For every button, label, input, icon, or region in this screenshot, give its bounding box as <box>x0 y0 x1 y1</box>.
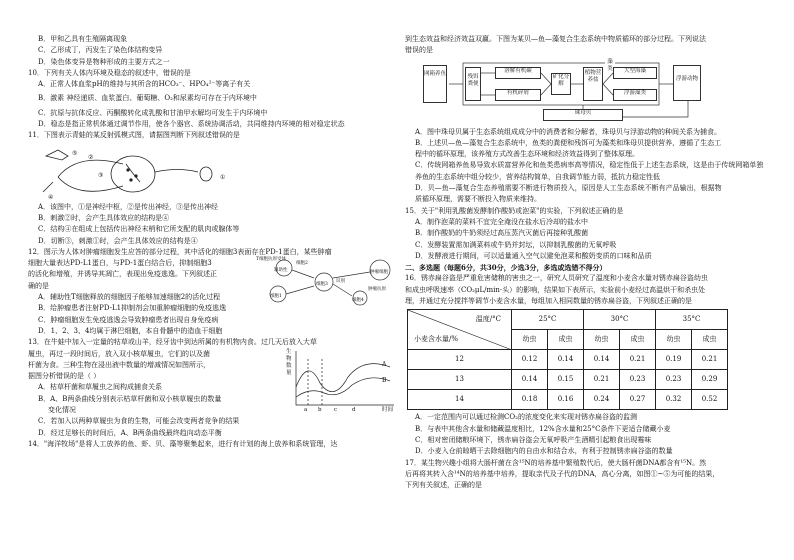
question-12-stem: 12．图示为人体对肿瘤细胞发生应答的部分过程，其中活化的细胞3表面存在PD-1蛋白，某些肿瘤 <box>28 247 332 256</box>
figure-label: 肿瘤抗原 <box>368 287 386 293</box>
option-line: D．1、2、3、4均属于淋巴细胞，本自骨髓中的造血干细胞 <box>38 326 223 335</box>
column-subheader: 幼虫 <box>656 330 692 350</box>
table-cell: 0.23 <box>620 370 656 390</box>
row-header: 13 <box>408 370 512 390</box>
option-line: B．上述贝—鱼—藻复合生态系统中，鱼类的粪便和残饵可为藻类和珠母贝提供营养，遵循了生态工 <box>415 138 722 147</box>
text-line: 据图分析错误的是（ ） <box>28 372 101 381</box>
column-header: 25°C <box>512 310 584 330</box>
axis-label: 生物数量 <box>286 348 292 376</box>
table-cell: 0.16 <box>548 390 584 410</box>
option-line: A．正常人体血浆pH的维持与其所含的HCO₃⁻、HPO₄²⁻等离子有关 <box>38 80 251 89</box>
option-line: 变化情况 <box>48 406 76 415</box>
column-subheader: 幼虫 <box>584 330 620 350</box>
option-line: C．发酵装置需加满菜料或牛奶并封坛，以抑制乳酸菌的无氧呼吸 <box>415 240 617 249</box>
diagram-box: 有机碎屑 <box>495 89 541 101</box>
option-line: C．结构④在组成上包括传出神经末梢和它所支配的肌肉或腺体等 <box>38 225 240 234</box>
figure-label: ③ <box>98 171 104 179</box>
option-line: B．制作酸奶的牛奶须经过高压蒸汽灭菌后再接种乳酸菌 <box>415 229 589 238</box>
table-cell: 0.23 <box>656 370 692 390</box>
axis-label: 时间 <box>382 406 394 413</box>
question-16-stem: 16．锈赤扁谷盗是严重危害储粮的害虫之一，研究人员研究了温度和小麦含水量对锈赤扁谷盗幼虫 <box>405 274 708 283</box>
diagram-label: 藻类 <box>605 59 615 67</box>
column-subheader: 成虫 <box>620 330 656 350</box>
table-cell: 0.24 <box>584 390 620 410</box>
figure-label: ② <box>88 153 94 161</box>
figure-label: 细胞2 <box>296 261 308 267</box>
option-line: D．贝—鱼—藻复合生态养殖需要不断进行物质投入，原因是人工生态系统不断有产品输出，根据物 <box>415 184 722 193</box>
text-line: 理，并通过充分搅拌等调节小麦含水量，每组加入相同数量的锈赤扁谷盗，下列叙述正确的是 <box>405 297 692 306</box>
table-cell: 0.29 <box>692 370 728 390</box>
column-subheader: 成虫 <box>548 330 584 350</box>
curve-label: A <box>382 360 387 368</box>
text-line: 错误的是 <box>405 46 433 55</box>
option-line: A．该图中，①是神经中枢，②是传出神经，③是传出神经 <box>38 202 219 211</box>
table-cell: 0.21 <box>620 350 656 370</box>
figure-label: 细胞3 <box>316 282 328 288</box>
option-line: B．与表中其他含水量和储藏温度相比，12%含水量和25°C条件下更适合储藏小麦 <box>415 424 671 433</box>
option-line: C．传统网箱养鱼易导致水质富营养化和鱼类患病率高等情况，稳定性低于上述生态系统，这是由于传统网箱单独 <box>415 161 764 170</box>
tick-label: b <box>318 406 322 413</box>
figure-label: T细胞抗原受体 <box>256 257 287 263</box>
question-15-stem: 15．关于"利用乳酸菌发酵制作酸奶或泡菜"的实验，下列叙述正确的是 <box>405 206 624 215</box>
figure-label: 肿瘤细胞 <box>370 270 388 276</box>
option-line: A．图中珠母贝属于生态系统组成成分中的消费者和分解者，珠母贝与浮游动物的种间关系为捕食。 <box>415 127 722 136</box>
respiration-rate-table <box>407 309 728 410</box>
question-11-stem: 11．下图表示青蛙的某反射弧模式图，请据图判断下列叙述错误的是 <box>28 131 240 140</box>
curve-label: B <box>382 376 387 384</box>
table-header-row <box>408 310 728 330</box>
option-line: C．乙形成丁，丙发生了染色体结构变异 <box>38 46 163 55</box>
figure-label: 辅助性 <box>274 268 288 274</box>
column-subheader: 幼虫 <box>512 330 548 350</box>
question-13-stem: 13．在牛蛙中加入一定量的牯草或山羊，经牙齿中到达所属的有机物内食。过几天后放入大草 <box>28 338 317 347</box>
table-cell: 0.21 <box>584 370 620 390</box>
option-line: C．肿瘤细胞发生免疫逃逸会导致肿瘤患者出现自身免疫病 <box>38 315 219 324</box>
diagram-box: 浮游藻类 <box>613 89 657 101</box>
table-cell: 0.19 <box>656 350 692 370</box>
diagram-box: 大型海藻 <box>613 67 657 79</box>
diagram-box: 浮游动物 <box>673 65 701 101</box>
diagram-box: 植物营养盐 <box>583 67 603 101</box>
column-header: 35°C <box>656 310 728 330</box>
table-cell: 0.15 <box>548 370 584 390</box>
diagram-box: 网箱养鱼 <box>423 65 447 103</box>
option-line: C．若加入以两种草履虫为食的生物，可能会改变两者竞争的结果 <box>38 417 240 426</box>
figure-label: ④ <box>48 193 54 201</box>
option-line: C．相对密闭储粮环境下，锈赤扁谷盗会无氧呼吸产生酒精引起粮食出现霉味 <box>415 435 652 444</box>
text-line: 的活化和增殖，并诱导其凋亡，表现出免疫逃逸。下列叙述正 <box>28 270 217 279</box>
column-subheader: 成虫 <box>692 330 728 350</box>
text-line: 履虫，再过一段时间后，放入双小核草履虫，它们的以及菌 <box>28 349 210 358</box>
option-line: B．激素 神经递质、血浆蛋白、葡萄糖、O₂和尿素均可存在于内环境中 <box>38 94 257 103</box>
table-corner-cell <box>408 310 512 350</box>
material-cycle-diagram <box>423 59 723 125</box>
left-column <box>28 34 398 450</box>
table-cell: 0.14 <box>584 350 620 370</box>
option-line: B．刺激②时，会产生具体效应的结构是④ <box>38 213 170 222</box>
section-heading: 二、多选题（每题6分，共30分，少选3分，多选或选错不得分） <box>405 263 607 273</box>
figure-label: ① <box>220 173 226 181</box>
figure-label: ⑤ <box>72 149 78 157</box>
option-line: A．一定范围内可以通过检测CO₂的浓度变化来实现对锈赤扁谷盗的监测 <box>415 413 637 422</box>
question-14-stem: 14．"海洋牧场"是将人工放养的鱼、虾、贝、藻等聚集起来，进行有计划的海上放养和系统管理，达 <box>28 439 338 448</box>
figure-label: 细胞4 <box>352 298 364 304</box>
option-line: A．制作泡菜的菜料不宜完全淹没在盐水后冷却的盐水中 <box>415 217 589 226</box>
text-line: 确的是 <box>28 281 49 290</box>
option-line: D．稳态是指正常机体通过调节作用，使各个器官、系统协调活动，共同维持内环境的相对稳定状态 <box>38 120 345 129</box>
option-line: 养鱼的生态系统中组分较少，营养结构简单，自我调节能力弱，抵抗力稳定性低 <box>415 172 660 181</box>
table-row <box>408 370 728 390</box>
option-line: 质循环原理，需要不断投入物质来维持。 <box>415 195 541 204</box>
reflex-arc-diagram <box>28 142 228 202</box>
header-label: 小麦含水量/% <box>414 335 459 344</box>
table-cell: 0.21 <box>692 350 728 370</box>
diagram-box: 矿化分解 <box>551 73 571 95</box>
table-row <box>408 350 728 370</box>
option-line: B．A、B两条曲线分别表示枯草杆菌和双小核草履虫的数量 <box>38 394 222 403</box>
diagram-box: 残饵粪便 <box>465 67 481 101</box>
table-cell: 0.12 <box>512 350 548 370</box>
text-line: 杆菌为食。三种生物在浸出液中数量的增减情况如图所示， <box>28 360 210 369</box>
text-line: 后再将其转入含¹⁴N的培养基中培养，提取亲代及子代的DNA，高心分离，如图①~⑤为可能的结果， <box>405 469 720 478</box>
table-cell: 0.14 <box>548 350 584 370</box>
right-column <box>405 34 777 491</box>
text-line: 到生态效益和经济效益双赢。下图为某贝—鱼—藻复合生态系统中物质循环的部分过程。下列说法 <box>405 35 706 43</box>
header-label: 温度/°C <box>475 315 501 324</box>
column-header: 30°C <box>584 310 656 330</box>
option-line: A．枯草杆菌和草履虫之间构成捕食关系 <box>38 383 163 392</box>
question-17-stem: 17．某生物兴趣小组将大肠杆菌在含¹⁵N的培养基中繁殖数代后，使大肠杆菌DNA都含有¹⁵N。然 <box>405 458 707 467</box>
tick-label: a <box>304 406 308 413</box>
option-line: B．甲和乙具有生殖隔离现象 <box>38 35 128 43</box>
table-cell: 0.14 <box>512 370 548 390</box>
tick-label: c <box>334 406 338 413</box>
option-line: A．辅助性T细胞释放的细胞因子能够加速细胞2的活化过程 <box>38 293 221 302</box>
population-curve-figure <box>286 347 398 413</box>
text-line: 下列有关叙述，正确的是 <box>405 481 482 490</box>
option-line: D．切断③，刺激①时，会产生具体效应的结构是④ <box>38 236 198 245</box>
reflex-arc-figure <box>28 142 398 202</box>
option-line: B．给肿瘤患者注射PD-L1抑制剂会加重肿瘤细胞的免疫逃逸 <box>38 304 227 313</box>
immune-response-figure <box>256 254 398 310</box>
option-line: D．经过足够长的时间后，A、B两条曲线最终趋向动态平衡 <box>38 428 222 437</box>
table-cell: 0.32 <box>656 390 692 410</box>
table-cell: 0.27 <box>620 390 656 410</box>
table-cell: 0.52 <box>692 390 728 410</box>
figure-label: 细胞1 <box>270 294 282 300</box>
diagram-box: 溶解有机碳 <box>495 67 541 79</box>
text-line: 和成虫呼吸速率（CO₂μL/min·头）的影响，结果如下表所示，实验前小麦经过高温烘干和杀虫处 <box>405 285 706 294</box>
option-line: D．染色体变异是物种形成的主要方式之一 <box>38 57 170 66</box>
option-line: D．小麦入仓前晾晒干去除细胞内的自由水和结合水，有利于控制锈赤扁谷盗的数量 <box>415 447 673 456</box>
diagram-box: 珠母贝 <box>543 109 623 121</box>
question-10-stem: 10．下列有关人体内环境及稳态的叙述中，错误的是 <box>28 68 191 77</box>
table-cell: 0.18 <box>512 390 548 410</box>
option-line: D．发酵液进行期间，可以适量通入空气以避免泡菜和酸奶变质的口味和品质 <box>415 251 652 260</box>
row-header: 12 <box>408 350 512 370</box>
option-line: 程中的循环原理，该养殖方式改善生态环境和经济效益得到了整体原理。 <box>415 150 639 159</box>
option-line: C．抗原与抗体反应、丙酮酸转化成乳酸和甘油甲水解均可发生于内环境中 <box>38 108 268 117</box>
figure-label: 识别 <box>336 279 345 285</box>
table-row <box>408 390 728 410</box>
text-line: 细胞大量表达PD-L1蛋白，与PD-1蛋白结合后，抑制细胞3 <box>28 259 212 268</box>
tick-label: d <box>352 406 356 413</box>
row-header: 14 <box>408 390 512 410</box>
